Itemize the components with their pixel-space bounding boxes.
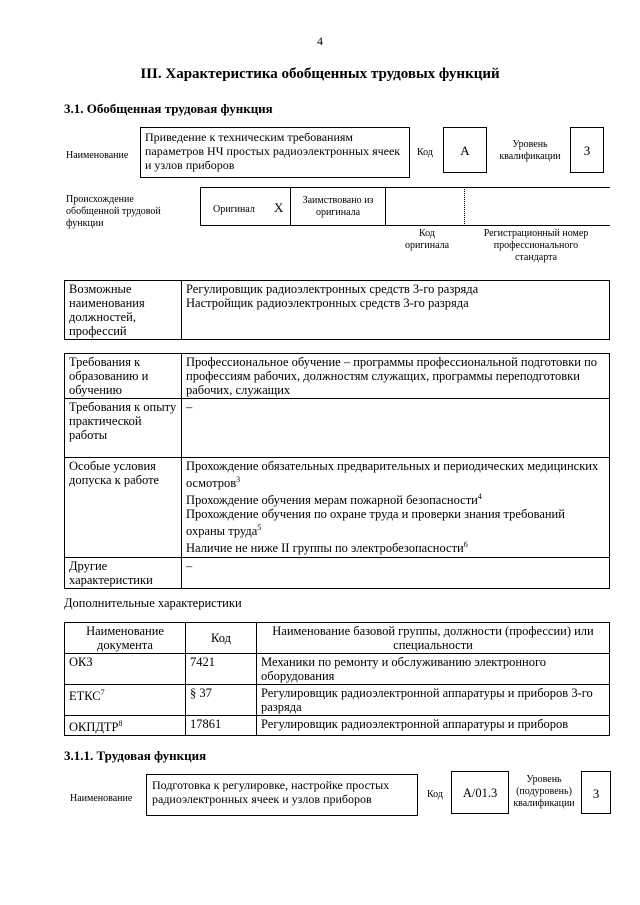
position-2: Настройщик радиоэлектронных средств 3-го разряда bbox=[186, 296, 469, 310]
row-doc-footnote: 7 bbox=[100, 688, 105, 697]
row-doc bbox=[65, 685, 186, 716]
table-row bbox=[65, 716, 610, 736]
cond-label: Особые условия допуска к работе bbox=[65, 458, 182, 558]
cond-3-text: Прохождение обучения по охране труда и проверки знания требований охраны труда bbox=[186, 507, 565, 539]
original-cell bbox=[200, 187, 290, 226]
cond-item-1 bbox=[186, 459, 605, 490]
row-doc-text: ОКЗ bbox=[69, 655, 93, 669]
tf-code-label: Код bbox=[427, 789, 443, 800]
row-name: Регулировщик радиоэлектронной аппаратуры и приборов bbox=[257, 716, 610, 736]
tf-level-value: 3 bbox=[581, 771, 611, 814]
positions-table bbox=[64, 280, 610, 340]
tf-level-label: Уровень (подуровень) квалификации bbox=[513, 774, 575, 809]
cond-value bbox=[182, 458, 610, 558]
original-label: Оригинал bbox=[213, 204, 255, 215]
row-code: 7421 bbox=[186, 654, 257, 685]
row-doc-text: ЕТКС bbox=[69, 689, 101, 704]
cond-item-4 bbox=[186, 538, 605, 555]
cond-1-footnote: 3 bbox=[236, 475, 241, 484]
other-value: – bbox=[182, 557, 610, 588]
page-number: 4 bbox=[317, 34, 323, 48]
gtf-name-label: Наименование bbox=[66, 150, 129, 161]
exp-label: Требования к опыту практической работы bbox=[65, 399, 182, 458]
gtf-name-value: Приведение к техническим требованиям параметров НЧ простых радиоэлектронных ячеек и узлов приборов bbox=[145, 130, 401, 172]
tf-name-box bbox=[146, 774, 418, 816]
gtf-origin-label: Происхождение обобщенной трудовой функции bbox=[66, 194, 161, 229]
tf-code-value: А/01.3 bbox=[451, 771, 509, 814]
row-name: Механики по ремонту и обслуживанию электронного оборудования bbox=[257, 654, 610, 685]
cond-4-text: Наличие не ниже II группы по электробезопасности bbox=[186, 541, 464, 556]
cond-3-footnote: 5 bbox=[257, 523, 262, 533]
position-1: Регулировщик радиоэлектронных средств 3-го разряда bbox=[186, 282, 479, 296]
cond-2-footnote: 4 bbox=[477, 492, 482, 502]
gtf-origin-row bbox=[200, 187, 610, 226]
cond-4-footnote: 6 bbox=[463, 540, 468, 550]
borrowed-label: Заимствовано из оригинала bbox=[290, 187, 386, 226]
extra-table bbox=[64, 622, 610, 736]
gtf-level-value: 3 bbox=[570, 127, 604, 173]
cond-item-2 bbox=[186, 490, 605, 507]
col-code-header: Код bbox=[186, 623, 257, 654]
reg-number-label: Регистрационный номер профессионального стандарта bbox=[483, 228, 589, 263]
edu-label: Требования к образованию и обучению bbox=[65, 354, 182, 399]
gtf-heading: 3.1. Обобщенная трудовая функция bbox=[64, 101, 273, 116]
positions-value bbox=[182, 281, 610, 340]
exp-value: – bbox=[182, 399, 610, 458]
row-name: Регулировщик радиоэлектронной аппаратуры и приборов 3-го разряда bbox=[257, 685, 610, 716]
col-name-header: Наименование базовой группы, должности (профессии) или специальности bbox=[257, 623, 610, 654]
cond-item-3 bbox=[186, 507, 605, 538]
col-doc-header: Наименование документа bbox=[65, 623, 186, 654]
requirements-table bbox=[64, 353, 610, 589]
table-row bbox=[65, 654, 610, 685]
tf-heading: 3.1.1. Трудовая функция bbox=[64, 748, 207, 763]
row-code: 17861 bbox=[186, 716, 257, 736]
cond-1-text: Прохождение обязательных предварительных и периодических медицинских осмотров bbox=[186, 459, 599, 491]
row-doc-text: ОКПДТР bbox=[69, 720, 119, 735]
orig-code-divider bbox=[464, 187, 466, 226]
edu-value: Профессиональное обучение – программы профессиональной подготовки по профессиям рабочих, должностям служащих, программы переподготовки рабочих, служащих bbox=[182, 354, 610, 399]
original-mark: Х bbox=[274, 200, 284, 215]
row-doc-footnote: 8 bbox=[118, 719, 123, 728]
gtf-code-label: Код bbox=[417, 147, 433, 158]
tf-name-value: Подготовка к регулировке, настройке простых радиоэлектронных ячеек и узлов приборов bbox=[152, 778, 390, 806]
orig-code-blank bbox=[386, 187, 610, 226]
row-doc bbox=[65, 654, 186, 685]
orig-code-label: Код оригинала bbox=[404, 228, 450, 251]
tf-name-label: Наименование bbox=[70, 793, 133, 804]
positions-label: Возможные наименования должностей, профессий bbox=[65, 281, 182, 340]
cond-2-text: Прохождение обучения мерам пожарной безопасности bbox=[186, 493, 478, 508]
row-doc bbox=[65, 716, 186, 736]
row-code: § 37 bbox=[186, 685, 257, 716]
other-label: Другие характеристики bbox=[65, 557, 182, 588]
table-row bbox=[65, 685, 610, 716]
extra-heading: Дополнительные характеристики bbox=[64, 596, 242, 610]
section-title: III. Характеристика обобщенных трудовых функций bbox=[140, 66, 500, 82]
gtf-name-box bbox=[140, 127, 410, 178]
gtf-level-label: Уровень квалификации bbox=[499, 139, 561, 162]
gtf-code-value: А bbox=[443, 127, 487, 173]
